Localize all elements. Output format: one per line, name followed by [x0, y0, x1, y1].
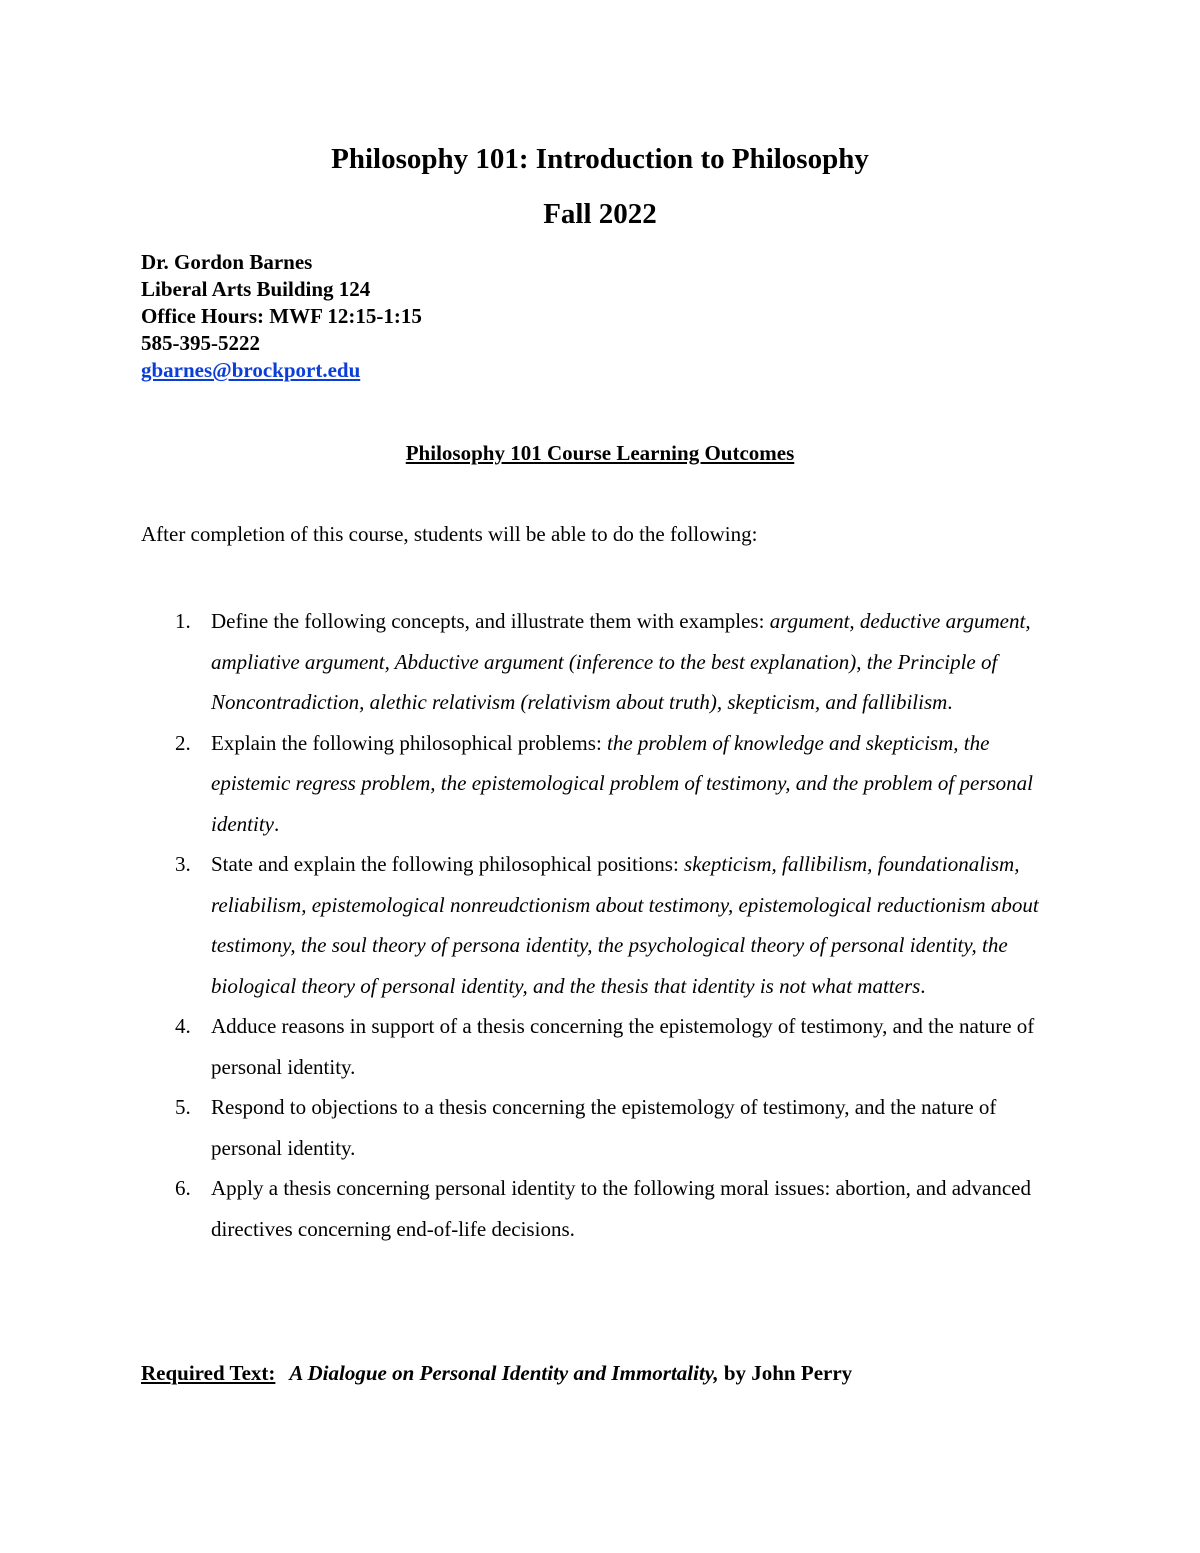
outcome-item-5: [141, 1087, 1071, 1168]
instructor-phone: 585-395-5222: [141, 331, 260, 355]
outcome-end: .: [947, 690, 953, 714]
outcome-item-3: [141, 844, 1071, 1006]
outcomes-heading: Philosophy 101 Course Learning Outcomes: [405, 441, 795, 465]
outcome-item-2: [141, 723, 1071, 845]
instructor-contact: [141, 249, 422, 384]
instructor-name: Dr. Gordon Barnes: [141, 250, 313, 274]
outcome-item-6: [141, 1168, 1071, 1249]
outcome-item-4: [141, 1006, 1071, 1087]
outcome-italic-text: skepticism, fallibilism, foundationalism, reliabilism, epistemological nonreudctionism about testimony, epistemological reductionism about testimony, the soul theory of persona identity, the psychological theory of personal identity, the biological theory of personal identity, and the thesis that identity is not what matters: [211, 852, 1039, 998]
outcome-number: 1.: [175, 609, 191, 633]
required-book-title: A Dialogue on Personal Identity and Immortality,: [289, 1361, 719, 1385]
outcome-number: 6.: [175, 1176, 191, 1200]
required-book-author: by John Perry: [718, 1361, 853, 1385]
outcome-italic-text: the problem of knowledge and skepticism, the epistemic regress problem, the epistemological problem of testimony, and the problem of personal identity: [211, 730, 1033, 836]
outcomes-list: [141, 601, 1071, 1249]
instructor-office-hours: Office Hours: MWF 12:15-1:15: [141, 304, 422, 328]
course-term: Fall 2022: [543, 198, 657, 230]
outcome-text: Adduce reasons in support of a thesis concerning the epistemology of testimony, and the nature of personal identity.: [211, 1014, 1035, 1079]
outcome-number: 5.: [175, 1095, 191, 1119]
outcome-number: 2.: [175, 730, 191, 755]
outcome-text: Respond to objections to a thesis concerning the epistemology of testimony, and the nature of personal identity.: [211, 1095, 997, 1160]
outcome-text: State and explain the following philosophical positions:: [211, 852, 685, 876]
outcome-text: Define the following concepts, and illustrate them with examples:: [211, 609, 770, 633]
instructor-email-link[interactable]: gbarnes@brockport.edu: [141, 358, 361, 382]
course-title: Philosophy 101: Introduction to Philosophy: [331, 143, 869, 175]
outcome-end: .: [920, 973, 926, 998]
required-text-label: Required Text:: [141, 1361, 276, 1385]
outcome-number: 4.: [175, 1014, 191, 1038]
required-text-line: [141, 1361, 852, 1386]
outcome-number: 3.: [175, 852, 191, 876]
outcome-text: Apply a thesis concerning personal identity to the following moral issues: abortion, and advanced directives concerning end-of-life decisions.: [211, 1176, 1031, 1241]
outcome-end: .: [273, 811, 280, 836]
instructor-office: Liberal Arts Building 124: [141, 277, 371, 301]
outcome-italic-text: argument, deductive argument, ampliative argument, Abductive argument (inference to the best explanation), the Principle of Noncontradiction, alethic relativism (relativism about truth), skepticism, and fallibilism: [211, 609, 1031, 714]
outcome-text: Explain the following philosophical problems:: [211, 730, 608, 755]
outcomes-intro: After completion of this course, students will be able to do the following:: [141, 522, 758, 546]
outcome-item-1: [141, 601, 1071, 723]
